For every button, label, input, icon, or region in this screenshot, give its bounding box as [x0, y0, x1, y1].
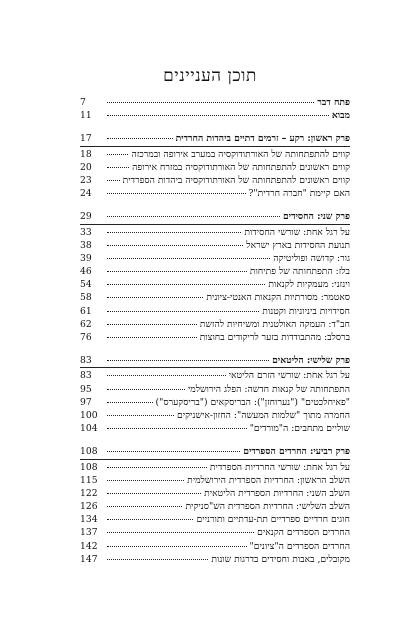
page-number: 147 — [80, 553, 98, 565]
entry-title: גור: קדושה ופוליטיקה — [273, 252, 350, 264]
page-number: 126 — [80, 501, 98, 513]
page-number: 20 — [80, 161, 92, 173]
toc-entry — [80, 265, 350, 278]
entry-title: וינזני: מעמקיות לקנאות — [268, 279, 350, 291]
chapter-title: פרק שני: החסידים — [282, 211, 350, 223]
entry-title: השלב הראשון: החרדיות הספרדית הירושלמית — [187, 474, 350, 486]
page-number: 83 — [80, 370, 92, 382]
entry-title: האם קיימת "חברה חרדית"? — [248, 188, 350, 200]
dot-leader — [107, 480, 184, 481]
page-number: 100 — [80, 409, 98, 421]
toc-entry — [80, 500, 350, 513]
toc-entry — [80, 187, 350, 200]
page-number: 83 — [80, 355, 92, 367]
toc-entry — [80, 305, 350, 318]
page-number: 95 — [80, 383, 92, 395]
toc-section — [80, 354, 350, 435]
page-number: 29 — [80, 211, 92, 223]
page-number: 18 — [80, 148, 92, 160]
entry-title: תנועת החסידות בארץ ישראל — [246, 239, 350, 251]
toc-entry — [80, 540, 350, 553]
toc-entry — [80, 109, 350, 122]
toc-entry — [80, 526, 350, 539]
chapter-heading — [80, 132, 350, 146]
entry-title: סאטמר: מסורתיות הקנאות האנטי-ציונית — [206, 292, 350, 304]
entry-title: התפתחותה של קנאות חדשה: הפלג הירושלמי — [187, 383, 350, 395]
toc-entry — [80, 291, 350, 304]
dot-leader — [107, 271, 247, 272]
dot-leader — [107, 311, 259, 312]
toc-entry — [80, 461, 350, 474]
entry-title: קווים להתפתחותה של האורתודוקסיה במערב אירופה ובמרכזה — [131, 148, 350, 160]
toc-entry — [80, 553, 350, 566]
page-number: 11 — [80, 110, 92, 122]
toc-section — [80, 96, 350, 122]
entry-title: חסידויות ביניוניות וקטנות — [262, 305, 350, 317]
toc-entry — [80, 513, 350, 526]
entry-title: על רגל אחת: שורשי החסידות — [244, 226, 350, 238]
toc-entry — [80, 409, 350, 422]
toc-entry — [80, 383, 350, 396]
dot-leader — [107, 258, 270, 259]
entry-title: החרדים הספרדים ה"ציונים" — [249, 540, 350, 552]
dot-leader — [107, 389, 185, 390]
page-number: 76 — [80, 332, 92, 343]
toc-entry — [80, 318, 350, 331]
entry-title: החרדים הספרדים הקנאים — [257, 527, 350, 539]
page-number: 97 — [80, 396, 92, 408]
toc-entry — [80, 148, 350, 161]
dot-leader — [107, 297, 203, 298]
page-number: 134 — [80, 514, 98, 526]
entry-title: בלז: התפתחותה של פתיחות — [249, 266, 350, 278]
dot-leader — [107, 154, 128, 155]
entry-title: החמרה מתוך "שלמות המעשה": החזון-אישניקים — [177, 409, 350, 421]
toc-entry — [80, 474, 350, 487]
page-number: 61 — [80, 305, 92, 317]
entry-title: חב"ד: העמקה האולטנית ומשיחיות להזשת — [199, 318, 350, 330]
chapter-heading — [80, 210, 350, 224]
dot-leader — [107, 402, 153, 403]
page-number: 58 — [80, 292, 92, 304]
entry-title: השלב השני: החרדיות הספרדית הליטאית — [204, 487, 350, 499]
chapter-heading — [80, 445, 350, 459]
entry-title: "פאיחלכטים" ("נערוחזן"): הבריסקאים ("בריסקערס") — [155, 396, 350, 408]
entry-title: קווים ראשונים להתפתחותה של האורתודוקסיה ביהדות הספרדית — [122, 174, 350, 186]
page-number: 38 — [80, 239, 92, 251]
entry-title: ברסלב: מהתבודדות בזער לריקודים בחוצות — [199, 332, 350, 343]
page-number: 122 — [80, 487, 98, 499]
toc-entry — [80, 239, 350, 252]
page-number: 62 — [80, 318, 92, 330]
dot-leader — [107, 559, 208, 560]
toc-entry — [80, 396, 350, 409]
dot-leader — [107, 493, 201, 494]
dot-leader — [107, 102, 314, 103]
chapter-title: פרק ראשון: רקע – זרמים דתיים ביהדות החרדית — [175, 133, 350, 145]
dot-leader — [107, 546, 247, 547]
dot-leader — [107, 451, 240, 452]
page-number: 108 — [80, 461, 98, 473]
entry-title: מבוא — [331, 110, 350, 122]
entry-title: שוליים מתחבים: ה"מורדים" — [249, 423, 350, 435]
toc-entry — [80, 278, 350, 291]
chapter-heading — [80, 354, 350, 368]
dot-leader — [107, 519, 193, 520]
dot-leader — [107, 428, 247, 429]
entry-title: חוגים חרדיים ספרדיים תת-עדתיים ותורניים — [196, 514, 350, 526]
page-number: 46 — [80, 266, 92, 278]
dot-leader — [107, 180, 120, 181]
page-number: 17 — [80, 133, 92, 145]
page-title: תוכן העניינים — [163, 66, 257, 86]
toc-entry — [80, 161, 350, 174]
entry-title: על רגל אחת: שורשי הזרם הליטאי — [228, 370, 350, 382]
toc-entry — [80, 487, 350, 500]
dot-leader — [107, 375, 226, 376]
page-number: 23 — [80, 174, 92, 186]
table-of-contents — [80, 96, 350, 576]
page-number: 115 — [80, 474, 98, 486]
page-number: 7 — [80, 97, 86, 108]
page-number: 142 — [80, 540, 98, 552]
toc-section — [80, 445, 350, 566]
toc-section — [80, 210, 350, 344]
dot-leader — [107, 324, 197, 325]
entry-title: השלב השלישי: החרדיות הספרדית הש"סניקית — [185, 501, 350, 513]
toc-entry — [80, 331, 350, 344]
page-number: 33 — [80, 226, 92, 238]
dot-leader — [107, 415, 174, 416]
dot-leader — [107, 337, 197, 338]
dot-leader — [107, 284, 265, 285]
entry-title: על רגל אחת: שורשי החרדיות הספרדית — [209, 461, 350, 473]
dot-leader — [107, 232, 241, 233]
page-number: 54 — [80, 279, 92, 291]
page-number: 104 — [80, 423, 98, 435]
toc-section — [80, 132, 350, 200]
entry-title: פתח דבר — [317, 97, 350, 108]
dot-leader — [107, 360, 269, 361]
toc-entry — [80, 252, 350, 265]
dot-leader — [107, 216, 280, 217]
dot-leader — [107, 467, 207, 468]
page-number: 39 — [80, 252, 92, 264]
toc-entry — [80, 174, 350, 187]
toc-entry — [80, 96, 350, 109]
toc-entry — [80, 422, 350, 435]
entry-title: קווים ראשונים להתפתחותה של האורתודוקסיה במזרח אירופה — [132, 161, 350, 173]
entry-title: מקובלים, באבות וחסידים בדרגות שונות — [211, 553, 350, 565]
chapter-title: פרק שלישי: הליטאים — [272, 355, 350, 367]
dot-leader — [107, 167, 129, 168]
toc-entry — [80, 369, 350, 382]
toc-entry — [80, 226, 350, 239]
page-number: 108 — [80, 446, 98, 458]
dot-leader — [107, 506, 182, 507]
page-number: 24 — [80, 188, 92, 200]
dot-leader — [107, 193, 246, 194]
dot-leader — [107, 115, 329, 116]
page-number: 137 — [80, 527, 98, 539]
dot-leader — [107, 532, 254, 533]
chapter-title: פרק רביעי: החרדים הספרדים — [243, 446, 350, 458]
dot-leader — [107, 245, 243, 246]
dot-leader — [107, 138, 173, 139]
